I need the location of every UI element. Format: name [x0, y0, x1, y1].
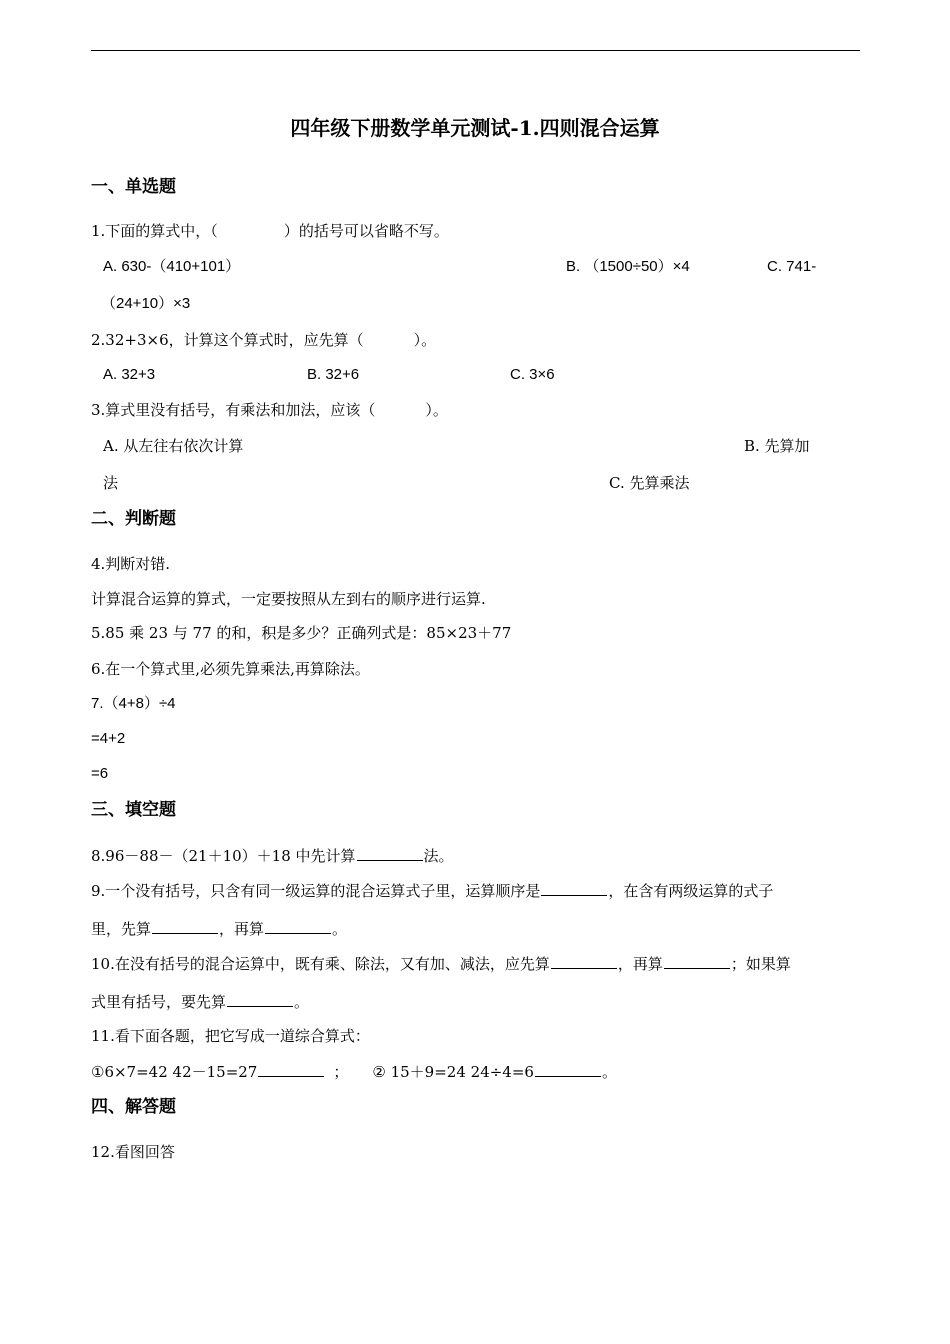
- document-title: 四年级下册数学单元测试-1.四则混合运算: [290, 116, 660, 140]
- question-9-answer-blank-3[interactable]: [265, 919, 331, 934]
- question-11-part-1: ①6×7=42 42－15=27: [91, 1063, 258, 1081]
- question-2-stem: [91, 331, 436, 349]
- question-4-line-2: 计算混合运算的算式，一定要按照从左到右的顺序进行运算.: [91, 590, 486, 608]
- question-11-end: 。: [601, 1063, 617, 1081]
- question-3-stem-a: 3.算式里没有括号，有乘法和加法，应该（: [91, 401, 376, 419]
- question-9-answer-blank-1[interactable]: [541, 881, 607, 896]
- question-11-part-2: ② 15＋9=24 24÷4=6: [372, 1063, 534, 1081]
- question-1-option-c: C. 741-: [767, 258, 817, 275]
- question-1-option-c-continued: （24+10）×3: [101, 295, 191, 312]
- question-10-line-1: [91, 954, 791, 973]
- question-1-stem-a: 1.下面的算式中，（: [91, 222, 218, 240]
- question-9-line-1: [91, 881, 773, 900]
- question-1-option-b: B. （1500÷50）×4: [566, 258, 690, 275]
- question-9-text-a: 9.一个没有括号，只含有同一级运算的混合运算式子里，运算顺序是: [91, 882, 541, 900]
- question-9-text-d: ，再算: [219, 920, 265, 938]
- question-8-text-b: 法。: [423, 847, 454, 865]
- question-1-stem-b: ）的括号可以省略不写。: [283, 222, 449, 240]
- question-10-text-b: ，再算: [617, 955, 663, 973]
- question-3-option-b-continued: 法: [103, 474, 119, 492]
- question-9-text-e: 。: [332, 920, 348, 938]
- question-12-line-1: 12.看图回答: [91, 1143, 175, 1161]
- question-8-text-a: 8.96－88－（21＋10）＋18 中先计算: [91, 847, 356, 865]
- question-11-separator: ；: [333, 1063, 349, 1081]
- question-6-line-1: 6.在一个算式里,必须先算乘法,再算除法。: [91, 660, 370, 678]
- question-2-option-a: A. 32+3: [103, 366, 156, 383]
- question-4-line-1: 4.判断对错.: [91, 555, 171, 573]
- question-8: [91, 846, 454, 865]
- question-11-line-1: 11.看下面各题，把它写成一道综合算式：: [91, 1027, 370, 1045]
- question-3-option-c: C. 先算乘法: [609, 474, 690, 492]
- question-7-line-3: =6: [91, 765, 109, 782]
- question-2-option-b: B. 32+6: [307, 366, 360, 383]
- question-3-option-b: B. 先算加: [744, 437, 810, 455]
- question-9-answer-blank-2[interactable]: [152, 919, 218, 934]
- question-1-stem: [91, 222, 449, 240]
- question-2-stem-b: ）。: [413, 331, 437, 349]
- question-7-line-1: 7.（4+8）÷4: [91, 695, 176, 712]
- question-3-stem: [91, 401, 448, 419]
- section-heading-single-choice: 一、单选题: [91, 177, 176, 197]
- question-10-text-c: ；如果算: [730, 955, 791, 973]
- question-9-text-c: 里，先算: [91, 920, 152, 938]
- header-rule: [91, 50, 860, 51]
- section-heading-true-false: 二、判断题: [91, 509, 176, 529]
- question-10-answer-blank-1[interactable]: [551, 954, 617, 969]
- section-heading-answer: 四、解答题: [91, 1097, 176, 1117]
- question-11-answer-blank-2[interactable]: [535, 1062, 601, 1077]
- question-11-line-2: [91, 1062, 617, 1081]
- question-3-option-a: A. 从左往右依次计算: [103, 437, 244, 455]
- question-1-option-a: A. 630-（410+101）: [103, 258, 241, 275]
- question-10-line-2: [91, 992, 309, 1011]
- question-10-text-d: 式里有括号，要先算: [91, 993, 227, 1011]
- question-9-text-b: ，在含有两级运算的式子: [608, 882, 774, 900]
- question-7-line-2: =4+2: [91, 730, 126, 747]
- question-10-answer-blank-3[interactable]: [227, 992, 293, 1007]
- question-10-answer-blank-2[interactable]: [664, 954, 730, 969]
- question-10-text-a: 10.在没有括号的混合运算中，既有乘、除法，又有加、减法，应先算: [91, 955, 550, 973]
- question-2-option-c: C. 3×6: [510, 366, 555, 383]
- question-2-stem-a: 2.32+3×6，计算这个算式时，应先算（: [91, 331, 364, 349]
- section-heading-fill-in: 三、填空题: [91, 800, 176, 820]
- question-3-stem-b: ）。: [425, 401, 448, 419]
- question-5-line-1: 5.85 乘 23 与 77 的和，积是多少？正确列式是：85×23＋77: [91, 624, 512, 642]
- question-8-answer-blank[interactable]: [357, 846, 423, 861]
- question-10-text-e: 。: [294, 993, 310, 1011]
- question-9-line-2: [91, 919, 347, 938]
- question-11-answer-blank-1[interactable]: [258, 1062, 324, 1077]
